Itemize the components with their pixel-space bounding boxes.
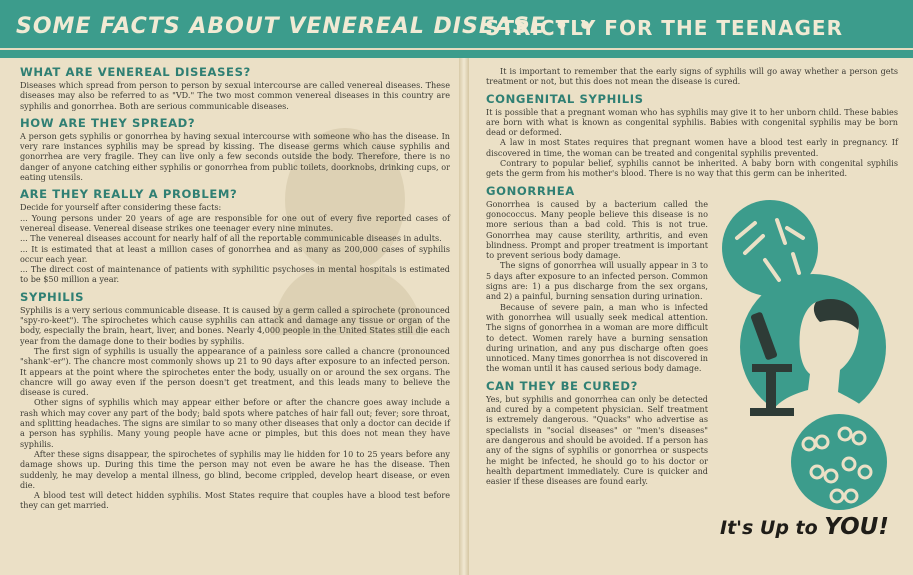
section-heading: CAN THEY BE CURED? [486,378,638,393]
paragraph: ... The direct cost of maintenance of patients with syphilitic psychoses in mental hospitals is estimated to be $50 million a year. [20,264,450,285]
section-problem [20,187,450,284]
paragraph: ... Young persons under 20 years of age are responsible for one out of every five reported cases of venereal disease. Venereal disease strikes one teenager every nine minutes. [20,212,450,233]
paragraph: It is possible that a pregnant woman who has syphilis may give it to her unborn child. These babies are born with what is known as congenital syphilis. Babies with congenital syphilis may be born dead or deformed. [486,106,898,138]
microscope-scientist-illustration [728,272,898,422]
paragraph: The signs of gonorrhea will usually appear in 3 to 5 days after exposure to an infected person. Common signs are: 1) a pus discharge from the sex organs, and 2) a painful, burning sensation during urination. [486,260,708,302]
paragraph: Because of severe pain, a man who is infected with gonorrhea will usually seek medical attention. The signs of gonorrhea in a woman are more difficult to detect. Women rarely have a burning sensation during urination, and any pus discharge often goes unnoticed. Many times gonorrhea is not discovered in the woman until it has caused serious body damage. [486,301,708,374]
section-what-are-vd [20,65,450,111]
page-fold [459,58,469,575]
paragraph: It is important to remember that the early signs of syphilis will go away whether a person gets treatment or not, but this does not mean the disease is cured. [486,66,898,87]
left-column [20,60,450,511]
tagline-you: YOU! [824,514,889,540]
tagline-text: It's Up to [720,517,825,539]
cocci-bacteria-illustration [787,412,897,512]
section-congenital [486,92,898,179]
section-syphilis [20,290,450,511]
paragraph: The first sign of syphilis is usually the appearance of a painless sore called a chancre (pronounced "shank'-er"). The chancre most commonly shows up 21 to 90 days after exposure to an infected person. It appears at the point where the spirochetes enter the body, usually on or around the sex organs. The chancre will go away even if the person doesn't get treatment, and this leads many to believe the disease is cured. [20,345,450,398]
paragraph: After these signs disappear, the spirochetes of syphilis may lie hidden for 10 to 25 years before any damage shows up. During this time the person may not even be aware he has the disease. Then suddenly, he may develop a mental illness, go blind, become crippled, develop heart disease, or even die. [20,448,450,490]
section-heading: WHAT ARE VENEREAL DISEASES? [20,65,251,79]
paragraph: Other signs of syphilis which may appear either before or after the chancre goes away include a rash which may cover any part of the body; bald spots where patches of hair fall out; fever; sore throat, and splitting headaches. The signs are similar to so many other diseases that only a doctor can decide if a person has syphilis. Many young people have acne or pimples, but this does not mean they have syphilis. [20,397,450,449]
paragraph: ... It is estimated that at least a million cases of gonorrhea and as many as 200,000 cases of syphilis occur each year. [20,243,450,264]
paragraph: A law in most States requires that pregnant women have a blood test early in pregnancy. If discovered in time, the woman can be treated and congenital syphilis prevented. [486,137,898,158]
paragraph: A person gets syphilis or gonorrhea by having sexual intercourse with someone who has the disease. In very rare instances syphilis may be spread by kissing. The disease germs which cause syphilis and gonorrhea are very fragile. They can live only a few seconds outside the body. Therefore, there is no danger of anyone catching either syphilis or gonorrhea from public toilets, doorknobs, drinking cups, or eating utensils. [20,130,450,183]
tagline [720,514,889,540]
banner-stripe [0,48,913,50]
paragraph: Yes, but syphilis and gonorrhea can only be detected and cured by a competent physician. Self treatment is extremely dangerous. "Quacks" who advertise as specialists in "social diseases" or "men's diseases" are dangerous and should be avoided. If a person has any of the signs of syphilis or gonorrhea or suspects he might be infected, he should go to his doctor or health department immediately. Cure is quicker and easier if these diseases are found early. [486,393,708,487]
paragraph: Diseases which spread from person to person by sexual intercourse are called venereal diseases. These diseases may also be referred to as "VD." The two most common venereal diseases in this country are syphilis and gonorrhea. Both are serious communicable diseases. [20,80,450,111]
section-heading: CONGENITAL SYPHILIS [486,91,644,106]
section-heading: HOW ARE THEY SPREAD? [20,115,196,130]
paragraph: Gonorrhea is caused by a bacterium called the gonococcus. Many people believe this disease is no more serious than a bad cold. This is not true. Gonorrhea may cause sterility, arthritis, and even blindness. Prompt and proper treatment is important to prevent serious body damage. [486,198,708,261]
paragraph: Syphilis is a very serious communicable disease. It is caused by a germ called a spirochete (pronounced "spy-ro-keet"). The spirochetes which cause syphilis can attack and damage any tissue or organ of the body, especially the brain, heart, liver, and bones. Nearly 4,000 people in the United States still die each year from the damage done to their bodies by syphilis. [20,304,450,346]
banner-right-title: STRICTLY FOR THE TEENAGER [485,16,843,40]
section-heading: GONORRHEA [486,183,575,198]
paragraph: Decide for yourself after considering these facts: [20,202,222,213]
paragraph: ... The venereal diseases account for nearly half of all the reportable communicable diseases in adults. [20,233,442,244]
paragraph: Contrary to popular belief, syphilis cannot be inherited. A baby born with congenital syphilis gets the germ from his mother's blood. There is no way that this germ can be inherited. [486,158,898,179]
banner-left-title: SOME FACTS ABOUT VENEREAL DISEASE • • [16,14,594,39]
section-how-spread [20,116,450,182]
title-banner [0,0,913,58]
paragraph: A blood test will detect hidden syphilis. Most States require that couples have a blood test before they can get married. [20,490,450,511]
section-heading: ARE THEY REALLY A PROBLEM? [20,187,238,202]
section-heading: SYPHILIS [20,289,85,304]
